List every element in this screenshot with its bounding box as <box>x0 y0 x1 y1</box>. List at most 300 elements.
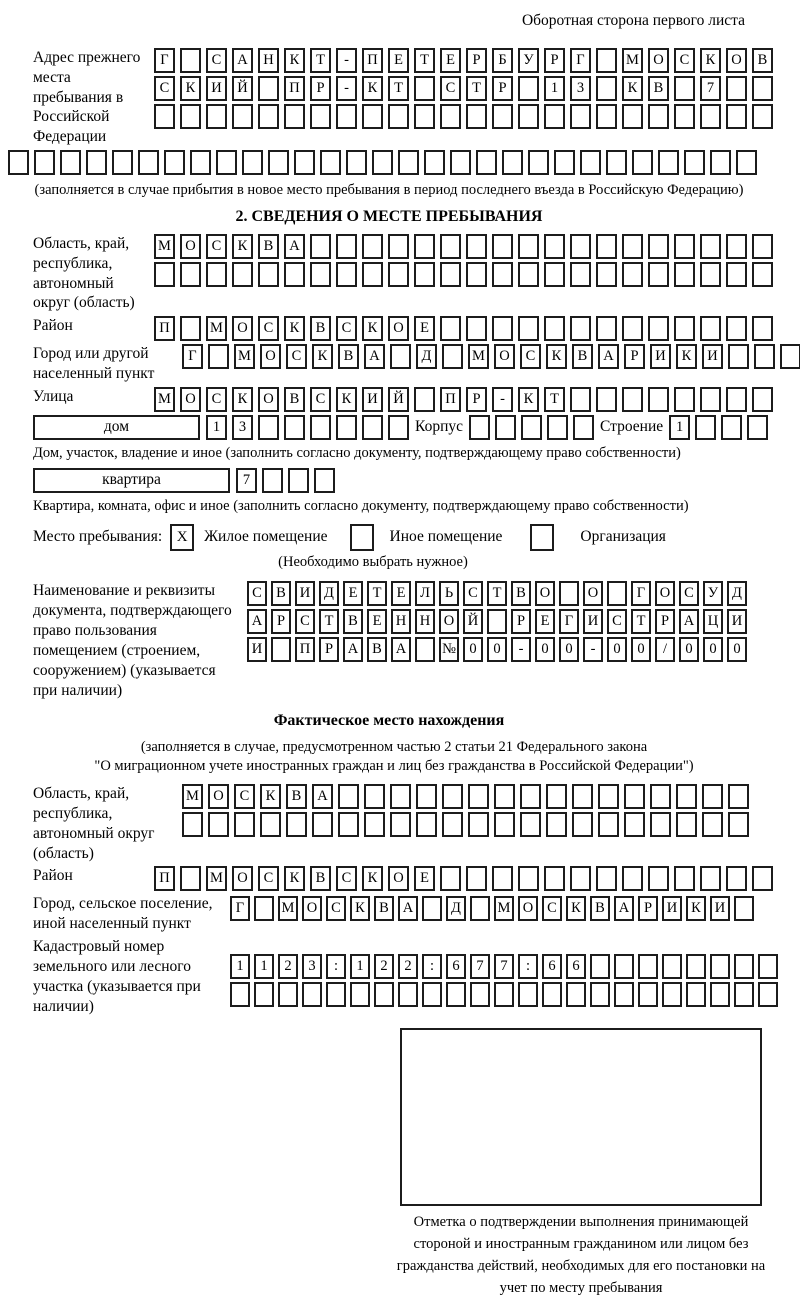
char-box[interactable]: А <box>598 344 619 369</box>
char-box[interactable] <box>336 415 357 440</box>
char-box[interactable] <box>216 150 237 175</box>
char-box[interactable] <box>364 812 385 837</box>
char-box[interactable]: 0 <box>607 637 627 662</box>
char-box[interactable]: - <box>583 637 603 662</box>
char-box[interactable] <box>734 954 754 979</box>
char-box[interactable] <box>596 316 617 341</box>
char-box[interactable]: О <box>232 866 253 891</box>
char-box[interactable]: : <box>422 954 442 979</box>
char-box[interactable]: М <box>494 896 514 921</box>
char-box[interactable] <box>590 982 610 1007</box>
char-box[interactable] <box>390 784 411 809</box>
char-box[interactable] <box>572 812 593 837</box>
char-box[interactable]: Г <box>230 896 250 921</box>
char-box[interactable] <box>258 262 279 287</box>
char-box[interactable] <box>674 76 695 101</box>
char-box[interactable] <box>554 150 575 175</box>
char-box[interactable]: Ц <box>703 609 723 634</box>
char-box[interactable] <box>470 896 490 921</box>
char-box[interactable] <box>624 784 645 809</box>
char-box[interactable] <box>544 316 565 341</box>
char-box[interactable] <box>758 982 778 1007</box>
char-box[interactable] <box>234 812 255 837</box>
char-box[interactable] <box>728 784 749 809</box>
char-box[interactable]: К <box>362 76 383 101</box>
char-box[interactable]: О <box>655 581 675 606</box>
char-box[interactable] <box>596 387 617 412</box>
char-box[interactable]: К <box>700 48 721 73</box>
char-box[interactable] <box>154 262 175 287</box>
char-box[interactable]: Г <box>559 609 579 634</box>
char-box[interactable]: М <box>154 234 175 259</box>
char-box[interactable]: 6 <box>542 954 562 979</box>
char-box[interactable]: А <box>284 234 305 259</box>
char-box[interactable]: У <box>703 581 723 606</box>
char-box[interactable] <box>34 150 55 175</box>
char-box[interactable] <box>254 982 274 1007</box>
char-box[interactable] <box>494 784 515 809</box>
char-box[interactable] <box>206 262 227 287</box>
char-box[interactable] <box>398 150 419 175</box>
char-box[interactable]: В <box>343 609 363 634</box>
char-box[interactable]: С <box>206 387 227 412</box>
char-box[interactable]: С <box>463 581 483 606</box>
char-box[interactable]: Г <box>154 48 175 73</box>
char-box[interactable] <box>570 234 591 259</box>
char-box[interactable] <box>544 262 565 287</box>
char-box[interactable] <box>286 812 307 837</box>
char-box[interactable] <box>752 316 773 341</box>
char-box[interactable]: 3 <box>570 76 591 101</box>
char-box[interactable]: С <box>234 784 255 809</box>
char-box[interactable] <box>466 262 487 287</box>
char-box[interactable] <box>362 234 383 259</box>
char-box[interactable] <box>362 262 383 287</box>
char-box[interactable]: В <box>284 387 305 412</box>
char-box[interactable]: С <box>674 48 695 73</box>
char-box[interactable] <box>414 104 435 129</box>
char-box[interactable] <box>614 954 634 979</box>
char-box[interactable]: Р <box>319 637 339 662</box>
char-box[interactable]: С <box>206 48 227 73</box>
char-box[interactable] <box>476 150 497 175</box>
char-box[interactable] <box>596 76 617 101</box>
char-box[interactable]: Е <box>440 48 461 73</box>
char-box[interactable]: О <box>388 316 409 341</box>
char-box[interactable]: О <box>232 316 253 341</box>
char-box[interactable] <box>466 316 487 341</box>
char-box[interactable] <box>388 104 409 129</box>
char-box[interactable]: У <box>518 48 539 73</box>
char-box[interactable] <box>288 468 309 493</box>
char-box[interactable] <box>726 387 747 412</box>
char-box[interactable]: Е <box>414 316 435 341</box>
char-box[interactable] <box>278 982 298 1007</box>
char-box[interactable] <box>752 76 773 101</box>
char-box[interactable] <box>622 104 643 129</box>
char-box[interactable] <box>747 415 768 440</box>
char-box[interactable]: О <box>258 387 279 412</box>
char-box[interactable] <box>180 262 201 287</box>
char-box[interactable] <box>566 982 586 1007</box>
char-box[interactable] <box>710 954 730 979</box>
char-box[interactable]: М <box>206 316 227 341</box>
char-box[interactable]: В <box>648 76 669 101</box>
char-box[interactable]: В <box>258 234 279 259</box>
char-box[interactable] <box>598 812 619 837</box>
char-box[interactable] <box>700 234 721 259</box>
char-box[interactable]: / <box>655 637 675 662</box>
char-box[interactable] <box>674 316 695 341</box>
char-box[interactable]: М <box>154 387 175 412</box>
char-box[interactable]: Р <box>492 76 513 101</box>
char-box[interactable]: Н <box>415 609 435 634</box>
char-box[interactable] <box>736 150 757 175</box>
char-box[interactable] <box>182 812 203 837</box>
char-box[interactable] <box>440 866 461 891</box>
char-box[interactable]: Р <box>271 609 291 634</box>
char-box[interactable] <box>754 344 775 369</box>
char-box[interactable] <box>674 234 695 259</box>
char-box[interactable]: С <box>326 896 346 921</box>
char-box[interactable] <box>570 104 591 129</box>
char-box[interactable]: 0 <box>703 637 723 662</box>
char-box[interactable] <box>442 344 463 369</box>
char-box[interactable]: К <box>566 896 586 921</box>
char-box[interactable] <box>450 150 471 175</box>
char-box[interactable] <box>546 784 567 809</box>
char-box[interactable] <box>726 104 747 129</box>
char-box[interactable] <box>398 982 418 1007</box>
char-box[interactable]: К <box>336 387 357 412</box>
char-box[interactable] <box>362 104 383 129</box>
char-box[interactable]: П <box>284 76 305 101</box>
char-box[interactable]: Р <box>466 48 487 73</box>
char-box[interactable]: М <box>206 866 227 891</box>
char-box[interactable]: Р <box>466 387 487 412</box>
char-box[interactable]: Б <box>492 48 513 73</box>
char-box[interactable] <box>336 262 357 287</box>
char-box[interactable] <box>494 982 514 1007</box>
char-box[interactable]: - <box>492 387 513 412</box>
char-box[interactable] <box>284 262 305 287</box>
char-box[interactable] <box>518 262 539 287</box>
char-box[interactable] <box>622 316 643 341</box>
char-box[interactable] <box>573 415 594 440</box>
char-box[interactable]: Е <box>367 609 387 634</box>
char-box[interactable]: Ь <box>439 581 459 606</box>
char-box[interactable]: 1 <box>544 76 565 101</box>
char-box[interactable] <box>492 234 513 259</box>
char-box[interactable]: С <box>286 344 307 369</box>
char-box[interactable]: С <box>607 609 627 634</box>
char-box[interactable] <box>492 316 513 341</box>
char-box[interactable] <box>440 262 461 287</box>
char-box[interactable]: В <box>286 784 307 809</box>
char-box[interactable]: О <box>494 344 515 369</box>
char-box[interactable] <box>466 234 487 259</box>
char-box[interactable] <box>487 609 507 634</box>
char-box[interactable] <box>752 104 773 129</box>
char-box[interactable]: О <box>439 609 459 634</box>
char-box[interactable]: Г <box>182 344 203 369</box>
char-box[interactable] <box>528 150 549 175</box>
char-box[interactable] <box>230 982 250 1007</box>
char-box[interactable]: - <box>336 76 357 101</box>
char-box[interactable]: С <box>336 866 357 891</box>
char-box[interactable]: Й <box>388 387 409 412</box>
char-box[interactable]: Д <box>446 896 466 921</box>
char-box[interactable]: Т <box>631 609 651 634</box>
char-box[interactable] <box>492 104 513 129</box>
char-box[interactable] <box>492 866 513 891</box>
char-box[interactable] <box>622 234 643 259</box>
char-box[interactable] <box>674 866 695 891</box>
char-box[interactable] <box>544 234 565 259</box>
char-box[interactable]: 0 <box>487 637 507 662</box>
char-box[interactable]: Р <box>544 48 565 73</box>
char-box[interactable] <box>242 150 263 175</box>
char-box[interactable] <box>372 150 393 175</box>
char-box[interactable] <box>572 784 593 809</box>
char-box[interactable] <box>8 150 29 175</box>
char-box[interactable] <box>310 415 331 440</box>
char-box[interactable] <box>446 982 466 1007</box>
char-box[interactable] <box>728 812 749 837</box>
char-box[interactable]: П <box>154 866 175 891</box>
char-box[interactable]: 7 <box>470 954 490 979</box>
char-box[interactable] <box>416 784 437 809</box>
char-box[interactable] <box>424 150 445 175</box>
char-box[interactable]: 2 <box>278 954 298 979</box>
char-box[interactable] <box>494 812 515 837</box>
char-box[interactable]: П <box>440 387 461 412</box>
char-box[interactable] <box>752 866 773 891</box>
char-box[interactable]: К <box>260 784 281 809</box>
char-box[interactable]: 6 <box>446 954 466 979</box>
char-box[interactable]: О <box>535 581 555 606</box>
char-box[interactable]: 7 <box>700 76 721 101</box>
char-box[interactable] <box>180 104 201 129</box>
char-box[interactable]: К <box>676 344 697 369</box>
char-box[interactable] <box>518 866 539 891</box>
char-box[interactable]: О <box>648 48 669 73</box>
char-box[interactable] <box>780 344 800 369</box>
char-box[interactable] <box>388 415 409 440</box>
char-box[interactable] <box>258 415 279 440</box>
char-box[interactable]: 1 <box>669 415 690 440</box>
char-box[interactable] <box>518 234 539 259</box>
char-box[interactable] <box>622 262 643 287</box>
char-box[interactable] <box>336 104 357 129</box>
char-box[interactable] <box>495 415 516 440</box>
char-box[interactable]: - <box>511 637 531 662</box>
char-box[interactable]: Й <box>463 609 483 634</box>
char-box[interactable] <box>674 262 695 287</box>
char-box[interactable]: О <box>208 784 229 809</box>
char-box[interactable] <box>492 262 513 287</box>
char-box[interactable] <box>700 387 721 412</box>
char-box[interactable]: К <box>232 387 253 412</box>
checkbox-zhiloe[interactable]: X <box>170 524 194 551</box>
char-box[interactable]: И <box>710 896 730 921</box>
char-box[interactable] <box>752 262 773 287</box>
char-box[interactable] <box>650 812 671 837</box>
char-box[interactable] <box>622 387 643 412</box>
char-box[interactable]: В <box>374 896 394 921</box>
char-box[interactable]: И <box>727 609 747 634</box>
char-box[interactable] <box>728 344 749 369</box>
char-box[interactable]: В <box>572 344 593 369</box>
char-box[interactable] <box>468 784 489 809</box>
char-box[interactable] <box>606 150 627 175</box>
checkbox-organizaciya[interactable] <box>530 524 554 551</box>
char-box[interactable]: К <box>518 387 539 412</box>
char-box[interactable] <box>658 150 679 175</box>
char-box[interactable] <box>164 150 185 175</box>
char-box[interactable]: 0 <box>727 637 747 662</box>
char-box[interactable] <box>310 234 331 259</box>
char-box[interactable] <box>607 581 627 606</box>
char-box[interactable]: К <box>232 234 253 259</box>
char-box[interactable] <box>726 262 747 287</box>
char-box[interactable]: Т <box>367 581 387 606</box>
char-box[interactable]: Е <box>535 609 555 634</box>
char-box[interactable] <box>271 637 291 662</box>
char-box[interactable] <box>390 812 411 837</box>
apartment-type-box[interactable]: квартира <box>33 468 230 493</box>
char-box[interactable] <box>208 812 229 837</box>
char-box[interactable] <box>302 982 322 1007</box>
char-box[interactable] <box>676 784 697 809</box>
char-box[interactable] <box>466 866 487 891</box>
char-box[interactable]: Е <box>391 581 411 606</box>
char-box[interactable] <box>440 234 461 259</box>
char-box[interactable]: О <box>180 387 201 412</box>
char-box[interactable] <box>700 316 721 341</box>
char-box[interactable] <box>648 104 669 129</box>
char-box[interactable] <box>310 104 331 129</box>
char-box[interactable]: Р <box>655 609 675 634</box>
char-box[interactable]: М <box>278 896 298 921</box>
char-box[interactable] <box>364 784 385 809</box>
char-box[interactable] <box>190 150 211 175</box>
char-box[interactable] <box>312 812 333 837</box>
char-box[interactable]: А <box>398 896 418 921</box>
char-box[interactable] <box>518 316 539 341</box>
char-box[interactable]: К <box>284 48 305 73</box>
char-box[interactable] <box>521 415 542 440</box>
char-box[interactable]: В <box>271 581 291 606</box>
char-box[interactable]: Н <box>391 609 411 634</box>
char-box[interactable]: О <box>302 896 322 921</box>
char-box[interactable] <box>336 234 357 259</box>
char-box[interactable] <box>284 415 305 440</box>
char-box[interactable]: И <box>583 609 603 634</box>
char-box[interactable] <box>676 812 697 837</box>
char-box[interactable]: С <box>542 896 562 921</box>
house-type-box[interactable]: дом <box>33 415 200 440</box>
char-box[interactable] <box>346 150 367 175</box>
char-box[interactable] <box>700 866 721 891</box>
char-box[interactable]: К <box>362 866 383 891</box>
char-box[interactable] <box>268 150 289 175</box>
char-box[interactable] <box>258 104 279 129</box>
char-box[interactable] <box>518 982 538 1007</box>
char-box[interactable]: В <box>338 344 359 369</box>
char-box[interactable] <box>154 104 175 129</box>
char-box[interactable] <box>518 76 539 101</box>
char-box[interactable] <box>695 415 716 440</box>
char-box[interactable] <box>648 866 669 891</box>
char-box[interactable]: Д <box>416 344 437 369</box>
char-box[interactable]: М <box>182 784 203 809</box>
char-box[interactable]: К <box>686 896 706 921</box>
char-box[interactable] <box>570 262 591 287</box>
char-box[interactable]: В <box>310 866 331 891</box>
char-box[interactable]: А <box>247 609 267 634</box>
char-box[interactable]: Д <box>727 581 747 606</box>
char-box[interactable]: С <box>336 316 357 341</box>
char-box[interactable] <box>388 234 409 259</box>
char-box[interactable] <box>702 812 723 837</box>
char-box[interactable] <box>596 866 617 891</box>
char-box[interactable]: К <box>180 76 201 101</box>
char-box[interactable] <box>60 150 81 175</box>
char-box[interactable] <box>684 150 705 175</box>
char-box[interactable]: Й <box>232 76 253 101</box>
char-box[interactable] <box>442 812 463 837</box>
char-box[interactable] <box>546 812 567 837</box>
char-box[interactable]: О <box>726 48 747 73</box>
char-box[interactable]: К <box>350 896 370 921</box>
char-box[interactable]: В <box>367 637 387 662</box>
char-box[interactable] <box>570 316 591 341</box>
char-box[interactable] <box>310 262 331 287</box>
char-box[interactable]: К <box>622 76 643 101</box>
char-box[interactable] <box>258 76 279 101</box>
char-box[interactable] <box>350 982 370 1007</box>
char-box[interactable]: И <box>650 344 671 369</box>
char-box[interactable] <box>734 896 754 921</box>
char-box[interactable]: К <box>546 344 567 369</box>
char-box[interactable] <box>674 104 695 129</box>
char-box[interactable] <box>758 954 778 979</box>
char-box[interactable] <box>638 982 658 1007</box>
char-box[interactable] <box>112 150 133 175</box>
char-box[interactable]: Т <box>310 48 331 73</box>
char-box[interactable]: Л <box>415 581 435 606</box>
char-box[interactable] <box>388 262 409 287</box>
char-box[interactable] <box>390 344 411 369</box>
char-box[interactable] <box>726 234 747 259</box>
char-box[interactable]: О <box>260 344 281 369</box>
char-box[interactable] <box>596 262 617 287</box>
char-box[interactable] <box>206 104 227 129</box>
char-box[interactable] <box>596 48 617 73</box>
char-box[interactable] <box>414 234 435 259</box>
char-box[interactable]: Р <box>511 609 531 634</box>
char-box[interactable]: К <box>312 344 333 369</box>
char-box[interactable]: М <box>234 344 255 369</box>
char-box[interactable]: Т <box>319 609 339 634</box>
char-box[interactable] <box>254 896 274 921</box>
char-box[interactable] <box>648 316 669 341</box>
char-box[interactable]: : <box>518 954 538 979</box>
char-box[interactable]: К <box>362 316 383 341</box>
char-box[interactable]: 2 <box>398 954 418 979</box>
char-box[interactable] <box>580 150 601 175</box>
